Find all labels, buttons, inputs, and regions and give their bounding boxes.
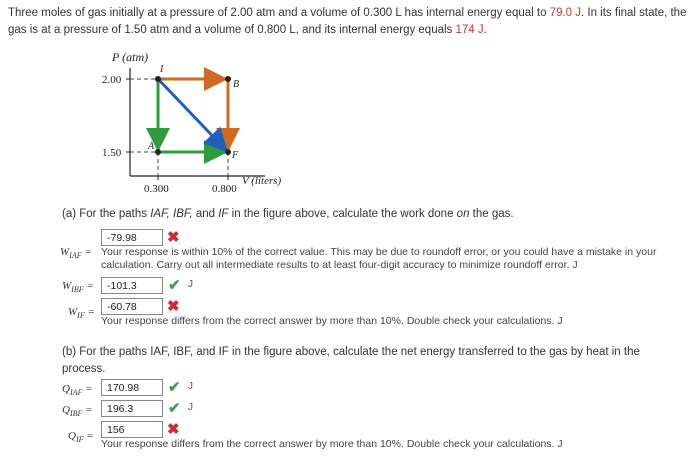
part-a-paths: IAF, IBF, xyxy=(150,208,193,220)
final-energy-value: 174 J xyxy=(455,24,484,36)
path-if xyxy=(160,81,224,148)
w-ibf-correct-icon: ✔ xyxy=(168,277,181,294)
q-ibf-label: $Q_{IBF}$ = xyxy=(62,404,93,419)
q-ibf-unit: J xyxy=(188,402,193,413)
point-f-label: F xyxy=(232,150,239,161)
w-iaf-input[interactable]: -79.98 xyxy=(101,229,163,246)
point-b-label: B xyxy=(233,79,240,90)
q-if-input[interactable]: 156 xyxy=(101,421,163,438)
point-a-label: A xyxy=(148,141,155,152)
part-b-prompt: (b) For the paths IAF, IBF, and IF in the figure above, calculate the net energy transferred to the gas by heat in the process. xyxy=(62,346,640,375)
w-ibf-unit: J xyxy=(188,279,193,290)
part-a-prompt-end: the gas. xyxy=(469,208,514,220)
q-iaf-label: $Q_{IAF}$ = xyxy=(62,383,93,398)
point-f-dot xyxy=(225,149,231,155)
part-a-prompt-post: in the figure above, calculate the work done xyxy=(228,208,457,220)
y-tick-low-label: 1.50 xyxy=(102,147,122,159)
w-if-label: $W_{IF}$ = xyxy=(68,306,95,321)
x-axis-label: V (liters) xyxy=(242,175,282,187)
w-if-wrong-icon: ✖ xyxy=(167,298,180,315)
x-tick-left-label: 0.300 xyxy=(144,183,169,195)
w-if-feedback: Your response differs from the correct answer by more than 10%. Double check your calculations. J xyxy=(101,315,563,327)
part-a-prompt xyxy=(62,208,514,220)
w-iaf-wrong-icon: ✖ xyxy=(167,229,180,246)
part-a-and: and xyxy=(192,208,219,220)
q-ibf-correct-icon: ✔ xyxy=(168,400,181,417)
q-if-label: $Q_{IF}$ = xyxy=(68,430,94,445)
q-if-wrong-icon: ✖ xyxy=(167,421,180,438)
y-tick-high-label: 2.00 xyxy=(102,74,122,86)
w-iaf-feedback: Your response is within 10% of the correct value. This may be due to roundoff error, or you could have a mistake in your calculation. Carry out all intermediate results to at least four-digit accuracy to minimize roundoff error. J xyxy=(101,246,657,271)
initial-energy-value: 79.0 J xyxy=(549,7,581,19)
problem-text-1: Three moles of gas initially at a pressure of 2.00 atm and a volume of 0.300 L has internal energy equal to xyxy=(8,7,550,19)
point-b-dot xyxy=(225,76,231,82)
q-ibf-input[interactable]: 196.3 xyxy=(101,400,163,417)
point-i-dot xyxy=(155,76,161,82)
problem-text-2: . In its final state, the gas is at a pressure of 1.50 atm and a volume of 0.800 L, and its internal energy equals xyxy=(8,7,687,36)
part-a-on: on xyxy=(456,208,470,220)
w-iaf-label: $W_{IAF}$ = xyxy=(60,246,92,261)
q-if-feedback: Your response differs from the correct answer by more than 10%. Double check your calculations. J xyxy=(101,438,563,450)
point-a-dot xyxy=(155,149,161,155)
problem-text-3: . xyxy=(483,24,487,36)
w-ibf-label: $W_{IBF}$ = xyxy=(62,280,94,295)
y-axis-label: P (atm) xyxy=(112,50,149,64)
w-ibf-input[interactable]: -101.3 xyxy=(101,277,163,294)
q-iaf-input[interactable]: 170.98 xyxy=(101,379,163,396)
part-a-prompt-pre: (a) For the paths xyxy=(62,208,151,220)
point-i-label: I xyxy=(160,64,164,75)
x-tick-right-label: 0.800 xyxy=(212,183,237,195)
w-if-input[interactable]: -60.78 xyxy=(101,298,163,315)
q-iaf-unit: J xyxy=(188,381,193,392)
part-a-if: IF xyxy=(218,208,229,220)
q-iaf-correct-icon: ✔ xyxy=(168,379,181,396)
